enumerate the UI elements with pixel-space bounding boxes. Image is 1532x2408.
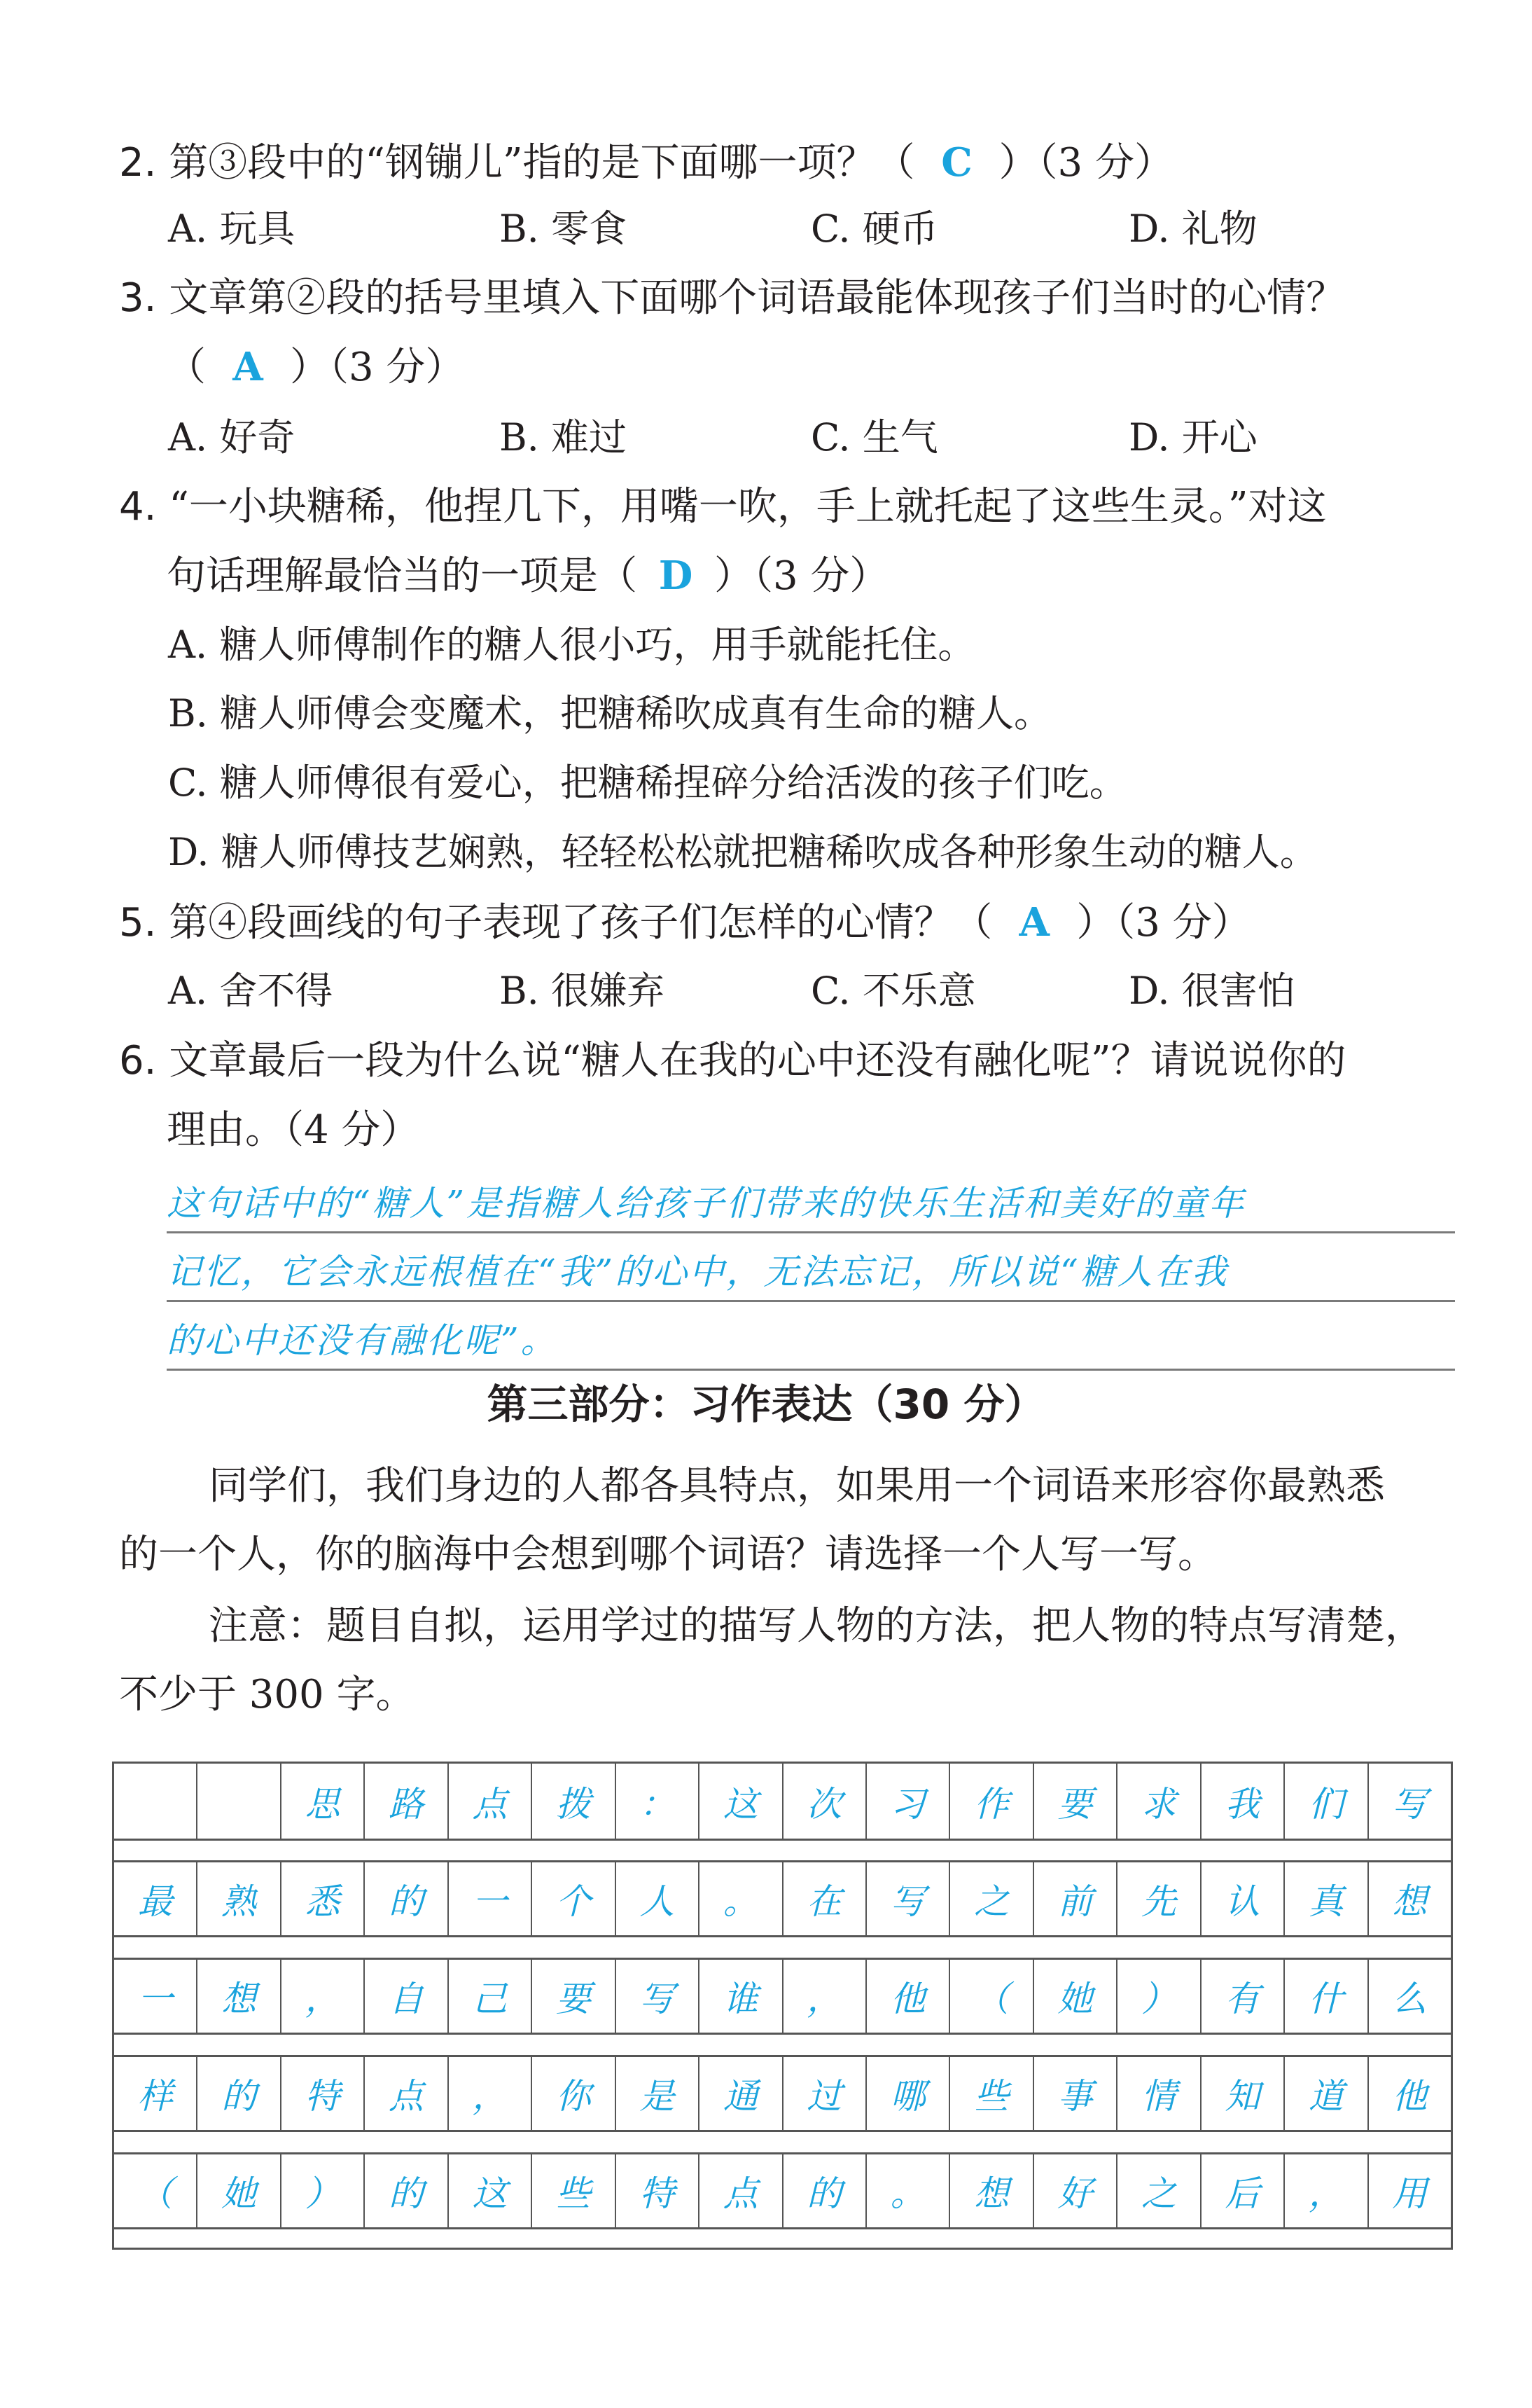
grid-cell: 知: [1202, 2057, 1285, 2130]
grid-row: [114, 2055, 1451, 2132]
grid-cell: 的: [197, 2057, 281, 2130]
grid-cell: 这: [699, 1764, 783, 1839]
grid-cell: 前: [1034, 1862, 1117, 1935]
q3-option-b: B. 难过: [499, 415, 627, 459]
grid-cell: 后: [1202, 2154, 1285, 2227]
question-4-line2: 句话理解最恰当的一项是（ D ）（3 分）: [167, 553, 889, 599]
grid-cell: 认: [1202, 1862, 1285, 1935]
q3-option-c: C. 生气: [811, 415, 938, 459]
question-6-line2: 理由。（4 分）: [167, 1107, 420, 1153]
grid-cell: 。: [699, 1862, 783, 1935]
grid-cell: 思: [281, 1764, 365, 1839]
answer-line-1: 这句话中的“糖人”是指糖人给孩子们带来的快乐生活和美好的童年: [167, 1183, 1246, 1224]
grid-cell: 作: [950, 1764, 1033, 1839]
grid-cell: ，: [1285, 2154, 1368, 2227]
grid-cell: 道: [1285, 2057, 1368, 2130]
grid-cell: 情: [1117, 2057, 1201, 2130]
answer-rule-2: [167, 1300, 1455, 1302]
grid-cell: 点: [449, 1764, 532, 1839]
grid-cell: 点: [699, 2154, 783, 2227]
grid-cell: 人: [616, 1862, 699, 1935]
grid-cell: 他: [1392, 2076, 1428, 2117]
grid-cell: 什: [1285, 1960, 1368, 2033]
q4-option-b: B. 糖人师傅会变魔术，把糖稀吹成真有生命的糖人。: [168, 691, 1052, 735]
grid-cell: （: [114, 2154, 197, 2227]
grid-cell: 是: [616, 2057, 699, 2130]
grid-cell: 的: [784, 2154, 867, 2227]
grid-cell: 熟: [197, 1862, 281, 1935]
grid-cell: 路: [365, 1764, 448, 1839]
grid-cell: 用: [1392, 2173, 1428, 2214]
grid-cell: 的: [365, 2154, 448, 2227]
grid-row: [114, 1860, 1451, 1937]
grid-cell: [114, 1764, 197, 1839]
grid-cell: 他: [867, 1960, 950, 2033]
question-6: 6. 文章最后一段为什么说“糖人在我的心中还没有融化呢”？请说说你的: [119, 1038, 1346, 1084]
grid-cell: 你: [532, 2057, 615, 2130]
grid-cell: 写: [1392, 1783, 1428, 1825]
note-line-2: 不少于 300 字。: [119, 1672, 415, 1717]
note-line-1: 注意：题目自拟，运用学过的描写人物的方法，把人物的特点写清楚，: [209, 1603, 1424, 1649]
grid-cell: 这: [449, 2154, 532, 2227]
grid-cell: 好: [1034, 2154, 1117, 2227]
grid-cell: 真: [1285, 1862, 1368, 1935]
q2-option-d: D. 礼物: [1129, 207, 1258, 251]
q4-option-a: A. 糖人师傅制作的糖人很小巧，用手就能托住。: [168, 623, 976, 667]
q5-option-d: D. 很害怕: [1129, 969, 1295, 1013]
writing-grid: [112, 1762, 1453, 2250]
section-title: 第三部分：习作表达（30 分）: [487, 1381, 1045, 1428]
grid-cell: ，: [449, 2057, 532, 2130]
grid-cell: 想: [197, 1960, 281, 2033]
grid-cell: 她: [1034, 1960, 1117, 2033]
grid-cell: 过: [784, 2057, 867, 2130]
q3-option-d: D. 开心: [1129, 415, 1258, 459]
question-3-text: 文章第②段的括号里填入下面哪个词语最能体现孩子们当时的心情？: [169, 275, 1346, 321]
grid-cell: 谁: [699, 1960, 783, 2033]
grid-cell: 哪: [867, 2057, 950, 2130]
grid-cell: ）: [281, 2154, 365, 2227]
grid-cell: （: [950, 1960, 1033, 2033]
grid-row: [114, 2152, 1451, 2229]
grid-cell: ：: [616, 1764, 699, 1839]
grid-cell: 写: [616, 1960, 699, 2033]
question-2-answer: C: [941, 139, 973, 186]
grid-cell: 要: [532, 1960, 615, 2033]
grid-cell: 。: [867, 2154, 950, 2227]
grid-cell: ，: [281, 1960, 365, 2033]
grid-cell: 求: [1117, 1764, 1201, 1839]
grid-cell: 在: [784, 1862, 867, 1935]
q2-option-c: C. 硬币: [811, 207, 938, 251]
grid-cell: 次: [784, 1764, 867, 1839]
q5-option-c: C. 不乐意: [811, 969, 976, 1013]
q4-option-d: D. 糖人师傅技艺娴熟，轻轻松松就把糖稀吹成各种形象生动的糖人。: [168, 830, 1318, 874]
grid-cell: 通: [699, 2057, 783, 2130]
grid-cell: 悉: [281, 1862, 365, 1935]
grid-cell: 们: [1285, 1764, 1368, 1839]
grid-cell: 一: [114, 1960, 197, 2033]
grid-cell: 事: [1034, 2057, 1117, 2130]
grid-cell: 样: [114, 2057, 197, 2130]
question-4-text: “一小块糖稀，他捏几下，用嘴一吹，手上就托起了这些生灵。”对这: [169, 484, 1327, 530]
question-5: 5. 第④段画线的句子表现了孩子们怎样的心情？（ A ）（3 分）: [119, 899, 1251, 946]
question-2-text: 第③段中的“钢镚儿”指的是下面哪一项？（: [169, 140, 915, 186]
answer-line-3: 的心中还没有融化呢”。: [167, 1320, 558, 1361]
prompt-line-1: 同学们，我们身边的人都各具特点，如果用一个词语来形容你最熟悉: [209, 1463, 1385, 1509]
grid-cell: 拨: [532, 1764, 615, 1839]
grid-cell: 写: [867, 1862, 950, 1935]
question-3-answer: A: [232, 344, 263, 390]
grid-cell: 么: [1392, 1979, 1428, 2019]
answer-line-2: 记忆，它会永远根植在“我”的心中，无法忘记，所以说“糖人在我: [167, 1252, 1229, 1292]
answer-rule-3: [167, 1369, 1455, 1371]
question-4-answer: D: [658, 553, 693, 599]
question-4: 4. “一小块糖稀，他捏几下，用嘴一吹，手上就托起了这些生灵。”对这: [119, 484, 1327, 530]
grid-cell: ）: [1117, 1960, 1201, 2033]
grid-cell: 她: [197, 2154, 281, 2227]
grid-cell: 我: [1202, 1764, 1285, 1839]
question-5-answer: A: [1019, 899, 1050, 946]
grid-cell: 的: [365, 1862, 448, 1935]
q5-option-b: B. 很嫌弃: [499, 969, 665, 1013]
grid-cell: 想: [950, 2154, 1033, 2227]
grid-cell: 个: [532, 1862, 615, 1935]
grid-row: [114, 1764, 1451, 1841]
grid-cell: 最: [114, 1862, 197, 1935]
grid-cell: [197, 1764, 281, 1839]
grid-cell: 习: [867, 1764, 950, 1839]
q4-option-c: C. 糖人师傅很有爱心，把糖稀捏碎分给活泼的孩子们吃。: [168, 761, 1127, 805]
grid-cell: 先: [1117, 1862, 1201, 1935]
q3-option-a: A. 好奇: [168, 415, 295, 459]
q2-option-a: A. 玩具: [168, 207, 295, 251]
grid-cell: 之: [1117, 2154, 1201, 2227]
prompt-line-2: 的一个人，你的脑海中会想到哪个词语？请选择一个人写一写。: [119, 1532, 1217, 1577]
grid-cell: 自: [365, 1960, 448, 2033]
grid-cell: 之: [950, 1862, 1033, 1935]
question-3-line2: （ A ）（3 分）: [167, 344, 465, 390]
answer-rule-1: [167, 1231, 1455, 1233]
question-2: 2. 第③段中的“钢镚儿”指的是下面哪一项？（ C ）（3 分）: [119, 139, 1174, 186]
grid-cell: 有: [1202, 1960, 1285, 2033]
grid-cell: 点: [365, 2057, 448, 2130]
grid-cell: 己: [449, 1960, 532, 2033]
grid-cell: 想: [1392, 1881, 1428, 1922]
question-6-text: 文章最后一段为什么说“糖人在我的心中还没有融化呢”？请说说你的: [169, 1038, 1346, 1084]
grid-cell: 要: [1034, 1764, 1117, 1839]
grid-cell: 特: [281, 2057, 365, 2130]
q5-option-a: A. 舍不得: [168, 969, 333, 1013]
grid-row: [114, 1958, 1451, 2035]
grid-cell: 一: [449, 1862, 532, 1935]
grid-cell: 些: [532, 2154, 615, 2227]
question-3: 3. 文章第②段的括号里填入下面哪个词语最能体现孩子们当时的心情？: [119, 275, 1346, 321]
grid-cell: 些: [950, 2057, 1033, 2130]
question-5-text: 第④段画线的句子表现了孩子们怎样的心情？（: [169, 900, 993, 946]
grid-cell: 特: [616, 2154, 699, 2227]
grid-cell: ，: [784, 1960, 867, 2033]
q2-option-b: B. 零食: [499, 207, 627, 251]
